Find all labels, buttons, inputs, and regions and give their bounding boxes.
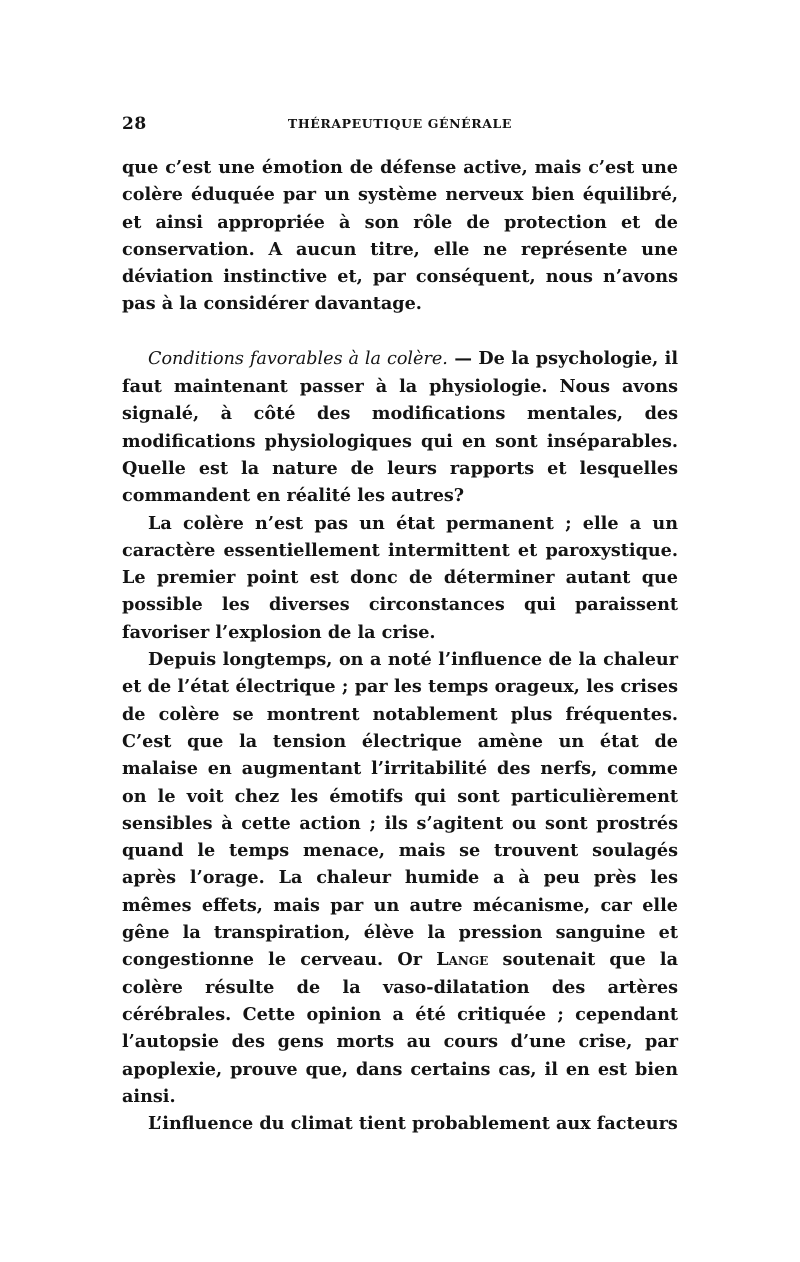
body-text (122, 154, 678, 1137)
running-title: THÉRAPEUTIQUE GÉNÉRALE (287, 116, 513, 131)
paragraph-3: La colère n’est pas un état permanent ; elle a un caractère essentiellement intermittent et paroxystique. Le premier point est donc de déterminer autant que possible les diverses circonstances qui paraissent favoriser l’explosion de la crise. (122, 512, 678, 643)
paragraph-1: que c’est une émotion de défense active, mais c’est une colère éduquée par un système nerveux bien équilibré, et ainsi appropriée à son rôle de protection et de conservation. A aucun titre, elle ne représente une déviation instinctive et, par conséquent, nous n’avons pas à la considérer davantage. (122, 157, 678, 315)
page-number: 28 (122, 114, 147, 134)
section-heading: Conditions favorables à la colère. (148, 348, 448, 369)
paragraph-2 (122, 345, 678, 510)
paragraph-4-text-after: soutenait que la colère résulte de la vaso-dilatation des artères cérébrales. Cette opinion a été critiquée ; cependant l’autopsie des gens morts au cours d’une crise, par apoplexie, prouve que, dans certains cas, il en est bien ainsi. (122, 949, 679, 1107)
paragraph-4 (122, 646, 678, 1110)
paragraph-5: L’influence du climat tient probablement aux facteurs (148, 1113, 678, 1135)
paragraph-2-text: — De la psychologie, il faut maintenant passer à la physiologie. Nous avons signalé, à côté des modifications mentales, des modifications physiologiques qui en sont inséparables. Quelle est la nature de leurs rapports et lesquelles commandent en réalité les autres? (122, 347, 679, 507)
paragraph-4-text-before: Depuis longtemps, on a noté l’influence de la chaleur et de l’état électrique ; par les temps orageux, les crises de colère se montrent notablement plus fréquentes. C’est que la tension électrique amène un état de malaise en augmentant l’irritabilité des nerfs, comme on le voit chez les émotifs qui sont particulièrement sensibles à cette action ; ils s’agitent ou sont prostrés quand le temps menace, mais se trouvent soulagés après l’orage. La chaleur humide a à peu près les mêmes effets, mais par un autre mécanisme, car elle gêne la transpiration, élève la pression sanguine et congestionne le cerveau. Or (122, 649, 678, 971)
author-name: Lange (436, 949, 489, 971)
running-head (122, 114, 678, 140)
book-page (122, 114, 678, 1137)
